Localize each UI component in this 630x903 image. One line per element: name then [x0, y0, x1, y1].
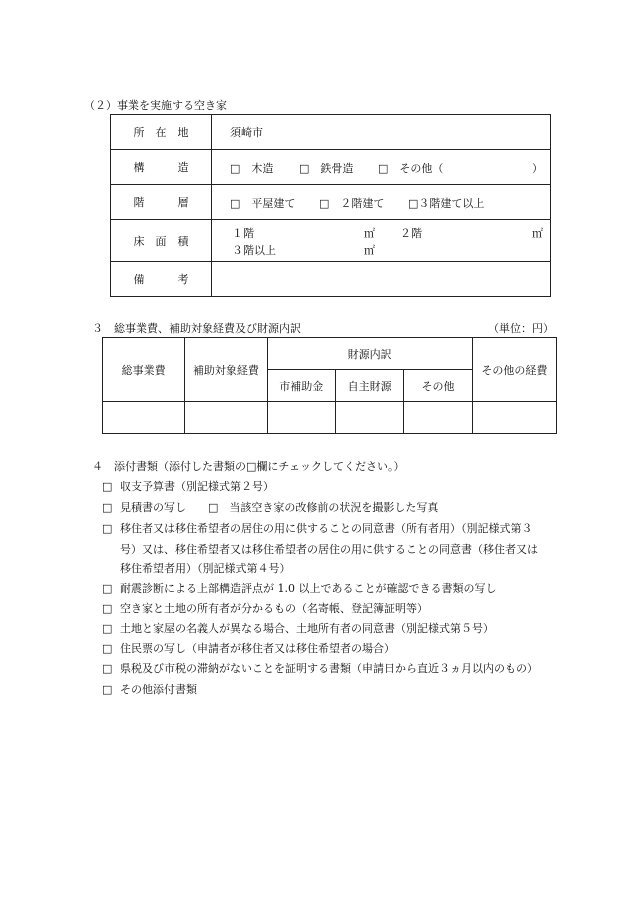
- attachment-item[interactable]: □ 移住者又は移住希望者の居住の用に供することの同意書（所有者用）（別記様式第３: [102, 522, 533, 535]
- structure-other-checkbox[interactable]: □ その他（: [378, 162, 444, 175]
- checkbox-icon[interactable]: □: [102, 642, 113, 655]
- floor1-label: １階: [232, 226, 254, 240]
- floors-two-checkbox[interactable]: □ ２階建て: [319, 197, 385, 210]
- other-expenses-header: その他の経費: [472, 338, 556, 402]
- attachment-item[interactable]: □ 県税及び市税の滞納がないことを証明する書類（申請日から直近３ヵ月以内のもの）: [102, 662, 538, 675]
- unit-label: （単位：円）: [488, 322, 554, 335]
- location-label: 所 在 地: [111, 115, 212, 150]
- city-subsidy-cell[interactable]: [267, 402, 335, 434]
- section2-heading: （２）事業を実施する空き家: [84, 99, 227, 112]
- floors-three-plus-checkbox[interactable]: □３階建て以上: [408, 197, 485, 210]
- floor-area-label: 床 面 積: [111, 220, 212, 262]
- floors-single-checkbox[interactable]: □ 平屋建て: [230, 197, 296, 210]
- checkbox-icon[interactable]: □: [102, 501, 113, 514]
- floor3-unit: ㎡: [364, 243, 375, 257]
- attachment-item[interactable]: □ 空き家と土地の所有者が分かるもの（名寄帳、登記簿証明等）: [102, 602, 428, 615]
- city-subsidy-header: 市補助金: [267, 370, 335, 402]
- structure-options: [212, 150, 551, 185]
- floor2-unit: ㎡: [532, 226, 543, 240]
- breakdown-header: 財源内訳: [267, 338, 472, 370]
- floor1-unit: ㎡: [364, 226, 375, 240]
- checkbox-icon[interactable]: □: [102, 480, 113, 493]
- attachment-item-cont: 号）又は、移住希望者又は移住希望者の居住の用に供することの同意書（移住者又は: [120, 543, 538, 556]
- floor-area-values: [212, 220, 551, 262]
- structure-label: 構 造: [111, 150, 212, 185]
- checkbox-icon[interactable]: □: [102, 683, 113, 696]
- own-funds-cell[interactable]: [335, 402, 403, 434]
- floors-label: 階 層: [111, 185, 212, 220]
- floors-options: [212, 185, 551, 220]
- structure-other-close: ）: [532, 162, 543, 175]
- attachment-item[interactable]: □ その他添付書類: [102, 683, 197, 696]
- checkbox-icon[interactable]: □: [102, 582, 113, 595]
- budget-table: [102, 337, 557, 434]
- checkbox-icon[interactable]: □: [102, 662, 113, 675]
- total-header: 総事業費: [103, 338, 185, 402]
- structure-wood-checkbox[interactable]: □ 木造: [230, 162, 274, 175]
- other-expenses-cell[interactable]: [472, 402, 556, 434]
- attachment-item-cont: 移住希望者用）（別記様式第４号）: [120, 562, 291, 575]
- attachment-item[interactable]: □ 収支予算書（別記様式第２号）: [102, 480, 274, 493]
- other-cell[interactable]: [404, 402, 472, 434]
- remarks-value[interactable]: [212, 262, 551, 297]
- checkbox-icon[interactable]: □: [102, 602, 113, 615]
- attachment-item[interactable]: □ 住民票の写し（申請者が移住者又は移住希望者の場合）: [102, 642, 395, 655]
- subsidy-target-cell[interactable]: [185, 402, 267, 434]
- subsidy-target-header: 補助対象経費: [185, 338, 267, 402]
- section4-heading: ４ 添付書類（添付した書類の□欄にチェックしてください。）: [92, 460, 405, 473]
- attachment-item[interactable]: □ 見積書の写し □ 当該空き家の改修前の状況を撮影した写真: [102, 501, 439, 514]
- attachment-item[interactable]: □ 耐震診断による上部構造評点が 1.0 以上であることが確認できる書類の写し: [102, 582, 497, 595]
- remarks-label: 備 考: [111, 262, 212, 297]
- structure-steel-checkbox[interactable]: □ 鉄骨造: [299, 162, 354, 175]
- total-cell[interactable]: [103, 402, 185, 434]
- own-funds-header: 自主財源: [335, 370, 403, 402]
- checkbox-icon[interactable]: □: [102, 522, 113, 535]
- checkbox-icon[interactable]: □: [102, 622, 113, 635]
- location-value[interactable]: 須崎市: [212, 115, 551, 150]
- other-header: その他: [404, 370, 472, 402]
- floor3-label: ３階以上: [232, 243, 276, 257]
- floor2-label: ２階: [400, 226, 422, 240]
- property-table: [110, 114, 551, 297]
- attachment-item[interactable]: □ 土地と家屋の名義人が異なる場合、土地所有者の同意書（別記様式第５号）: [102, 622, 494, 635]
- section3-heading: ３ 総事業費、補助対象経費及び財源内訳: [92, 322, 301, 335]
